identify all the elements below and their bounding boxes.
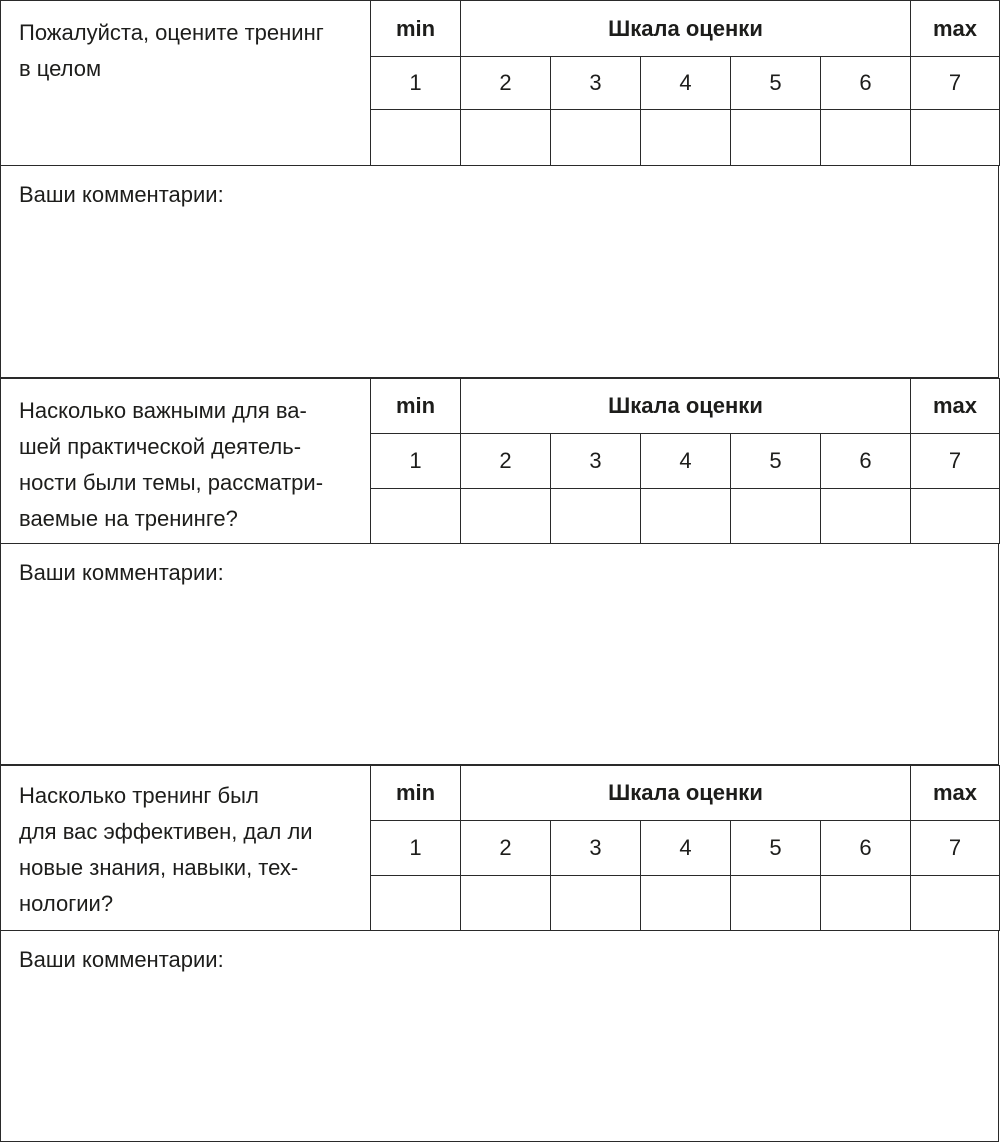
- scale-point-6: 6: [821, 821, 911, 876]
- answer-cell-1[interactable]: [371, 876, 461, 931]
- scale-point-1: 1: [371, 821, 461, 876]
- question-1-rating-table: [0, 0, 1000, 166]
- scale-label: Шкала оценки: [461, 379, 911, 434]
- answer-cell-5[interactable]: [731, 110, 821, 166]
- scale-point-7: 7: [911, 434, 1000, 489]
- answer-cell-7[interactable]: [911, 876, 1000, 931]
- min-label: min: [371, 1, 461, 57]
- scale-point-7: 7: [911, 821, 1000, 876]
- answer-cell-5[interactable]: [731, 876, 821, 931]
- scale-point-5: 5: [731, 821, 821, 876]
- scale-point-7: 7: [911, 57, 1000, 110]
- question-1-comment-box: [0, 165, 999, 378]
- comment-label: Ваши комментарии:: [19, 182, 224, 207]
- answer-cell-6[interactable]: [821, 876, 911, 931]
- scale-label: Шкала оценки: [461, 1, 911, 57]
- scale-point-1: 1: [371, 57, 461, 110]
- max-label: max: [911, 1, 1000, 57]
- max-label: max: [911, 379, 1000, 434]
- scale-point-2: 2: [461, 57, 551, 110]
- answer-cell-3[interactable]: [551, 489, 641, 544]
- answer-cell-1[interactable]: [371, 489, 461, 544]
- scale-point-6: 6: [821, 57, 911, 110]
- question-2-text: Насколько важными для ва- шей практической деятель- ности были темы, рассматри- ваемые на тренинге?: [1, 379, 371, 544]
- scale-point-2: 2: [461, 821, 551, 876]
- question-1-text: Пожалуйста, оцените тренинг в целом: [1, 1, 371, 166]
- scale-point-3: 3: [551, 821, 641, 876]
- question-2-comment-box: [0, 543, 999, 765]
- answer-cell-5[interactable]: [731, 489, 821, 544]
- comment-label: Ваши комментарии:: [19, 947, 224, 972]
- scale-point-3: 3: [551, 434, 641, 489]
- scale-label: Шкала оценки: [461, 766, 911, 821]
- min-label: min: [371, 379, 461, 434]
- scale-point-1: 1: [371, 434, 461, 489]
- answer-cell-7[interactable]: [911, 110, 1000, 166]
- answer-cell-7[interactable]: [911, 489, 1000, 544]
- scale-point-4: 4: [641, 434, 731, 489]
- answer-cell-6[interactable]: [821, 110, 911, 166]
- scale-point-3: 3: [551, 57, 641, 110]
- scale-point-2: 2: [461, 434, 551, 489]
- scale-point-4: 4: [641, 821, 731, 876]
- scale-point-6: 6: [821, 434, 911, 489]
- answer-cell-3[interactable]: [551, 876, 641, 931]
- question-3-rating-table: [0, 765, 1000, 931]
- min-label: min: [371, 766, 461, 821]
- max-label: max: [911, 766, 1000, 821]
- answer-cell-6[interactable]: [821, 489, 911, 544]
- answer-cell-2[interactable]: [461, 876, 551, 931]
- answer-cell-4[interactable]: [641, 489, 731, 544]
- answer-cell-4[interactable]: [641, 876, 731, 931]
- comment-label: Ваши комментарии:: [19, 560, 224, 585]
- answer-cell-4[interactable]: [641, 110, 731, 166]
- scale-point-5: 5: [731, 57, 821, 110]
- question-2-rating-table: [0, 378, 1000, 544]
- answer-cell-2[interactable]: [461, 489, 551, 544]
- answer-cell-1[interactable]: [371, 110, 461, 166]
- scale-point-4: 4: [641, 57, 731, 110]
- question-3-text: Насколько тренинг был для вас эффективен, дал ли новые знания, навыки, тех- нологии?: [1, 766, 371, 931]
- scale-point-5: 5: [731, 434, 821, 489]
- answer-cell-2[interactable]: [461, 110, 551, 166]
- question-3-comment-box: [0, 930, 999, 1142]
- answer-cell-3[interactable]: [551, 110, 641, 166]
